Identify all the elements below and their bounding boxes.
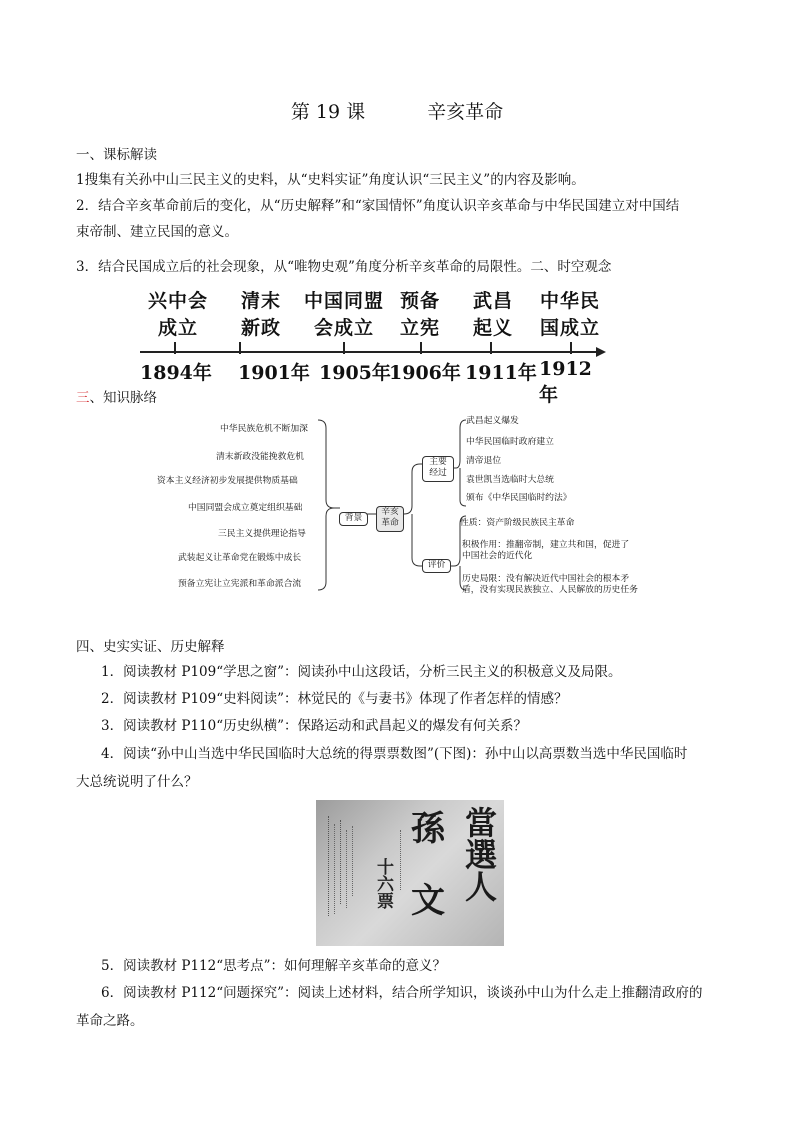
background-item: 资本主义经济初步发展提供物质基础 [157,476,298,486]
timeline-year: 1906年 [389,362,461,384]
timeline-tick [343,342,345,354]
timeline-tick [570,342,572,354]
evaluation-limitation: 历史局限：没有解决近代中国社会的根本矛 盾，没有实现民族独立、人民解放的历史任务 [462,574,638,595]
process-item: 清帝退位 [466,456,502,466]
ballot-handwriting [352,826,354,896]
evaluation-node: 评价 [422,559,451,573]
question-4: 4．阅读“孙中山当选中华民国临时大总统的得票票数图”(下图)：孙中山以高票数当选中华民国临时 [101,746,688,762]
question-6: 6．阅读教材 P112“问题探究”：阅读上述材料，结合所学知识，谈谈孙中山为什么走上推翻清政府的 [101,985,703,1001]
process-item: 袁世凯当选临时大总统 [466,475,554,485]
timeline-year: 1911年 [465,362,537,384]
timeline [138,286,608,406]
ballot-handwriting [346,830,348,908]
lesson-name: 辛亥革命 [427,101,504,123]
evaluation-nature: 性质：资产阶级民族民主革命 [460,518,575,528]
standard-item-2: 2．结合辛亥革命前后的变化，从“历史解释”和“家国情怀”角度认识辛亥革命与中华民国建立对中国结 [76,198,680,214]
background-item: 中国同盟会成立奠定组织基础 [188,503,303,513]
ballot-handwriting [340,820,342,904]
timeline-event-label: 兴中会 成立 [147,290,208,339]
knowledge-mindmap [150,412,680,602]
timeline-tick [420,342,422,354]
timeline-year: 1905年 [319,362,391,384]
lesson-number: 第 19 课 [290,101,366,123]
background-item: 清末新政没能挽救危机 [216,452,304,462]
timeline-event-label: 清末 新政 [240,290,281,339]
question-4-cont: 大总统说明了什么？ [76,774,198,790]
question-2: 2．阅读教材 P109“史料阅读”：林觉民的《与妻书》体现了作者怎样的情感？ [101,691,568,707]
ballot-count-image [316,800,504,946]
section-heading-4: 四、史实实证、历史解释 [76,639,225,655]
ballot-col-votes: 十六票 [373,858,393,909]
question-1: 1．阅读教材 P109“学思之窗”：阅读孙中山这段话，分析三民主义的积极意义及局限。 [101,664,622,680]
page-title [0,97,794,124]
timeline-tick [239,342,241,354]
section-heading-3: 三、知识脉络 [76,390,157,406]
ballot-handwriting [400,830,402,890]
process-item: 武昌起义爆发 [466,416,519,426]
ballot-col-elected: 當選人 [460,806,498,902]
background-item: 三民主义提供理论指导 [218,529,306,539]
ballot-col-name: 孫 文 [411,809,445,921]
section-heading-1: 一、课标解读 [76,147,157,163]
process-node: 主要 经过 [422,456,454,482]
timeline-event-label: 预备 立宪 [399,290,440,339]
timeline-year: 1894年 [140,362,212,384]
timeline-year: 1901年 [238,362,310,384]
background-item: 预备立宪让立宪派和革命派合流 [178,579,302,589]
timeline-year: 1912年 [539,358,592,406]
question-3: 3．阅读教材 P110“历史纵横”：保路运动和武昌起义的爆发有何关系？ [101,718,528,734]
background-node: 背景 [339,512,368,526]
ballot-handwriting [328,816,330,916]
background-item: 中华民族危机不断加深 [220,424,308,434]
standard-item-1: 1搜集有关孙中山三民主义的史料，从“史料实证”角度认识“三民主义”的内容及影响。 [76,172,585,188]
timeline-tick [490,342,492,354]
timeline-event-label: 中华民 国成立 [539,290,600,339]
question-6-cont: 革命之路。 [76,1013,144,1029]
center-node: 辛亥 革命 [376,506,404,532]
background-item: 武装起义让革命党在锻炼中成长 [178,553,302,563]
question-5: 5．阅读教材 P112“思考点”：如何理解辛亥革命的意义？ [101,958,447,974]
standard-item-2-cont: 束帝制、建立民国的意义。 [76,224,238,240]
process-item: 颁布《中华民国临时约法》 [466,493,572,503]
evaluation-positive: 积极作用：推翻帝制，建立共和国，促进了 中国社会的近代化 [462,540,630,561]
timeline-event-label: 武昌 起义 [472,290,513,339]
timeline-tick [174,342,176,354]
process-item: 中华民国临时政府建立 [466,437,554,447]
timeline-event-label: 中国同盟 会成立 [303,290,384,339]
ballot-handwriting [334,824,336,914]
standard-item-3: 3．结合民国成立后的社会现象，从“唯物史观”角度分析辛亥革命的局限性。二、时空观念 [76,259,612,275]
timeline-axis [138,346,608,358]
